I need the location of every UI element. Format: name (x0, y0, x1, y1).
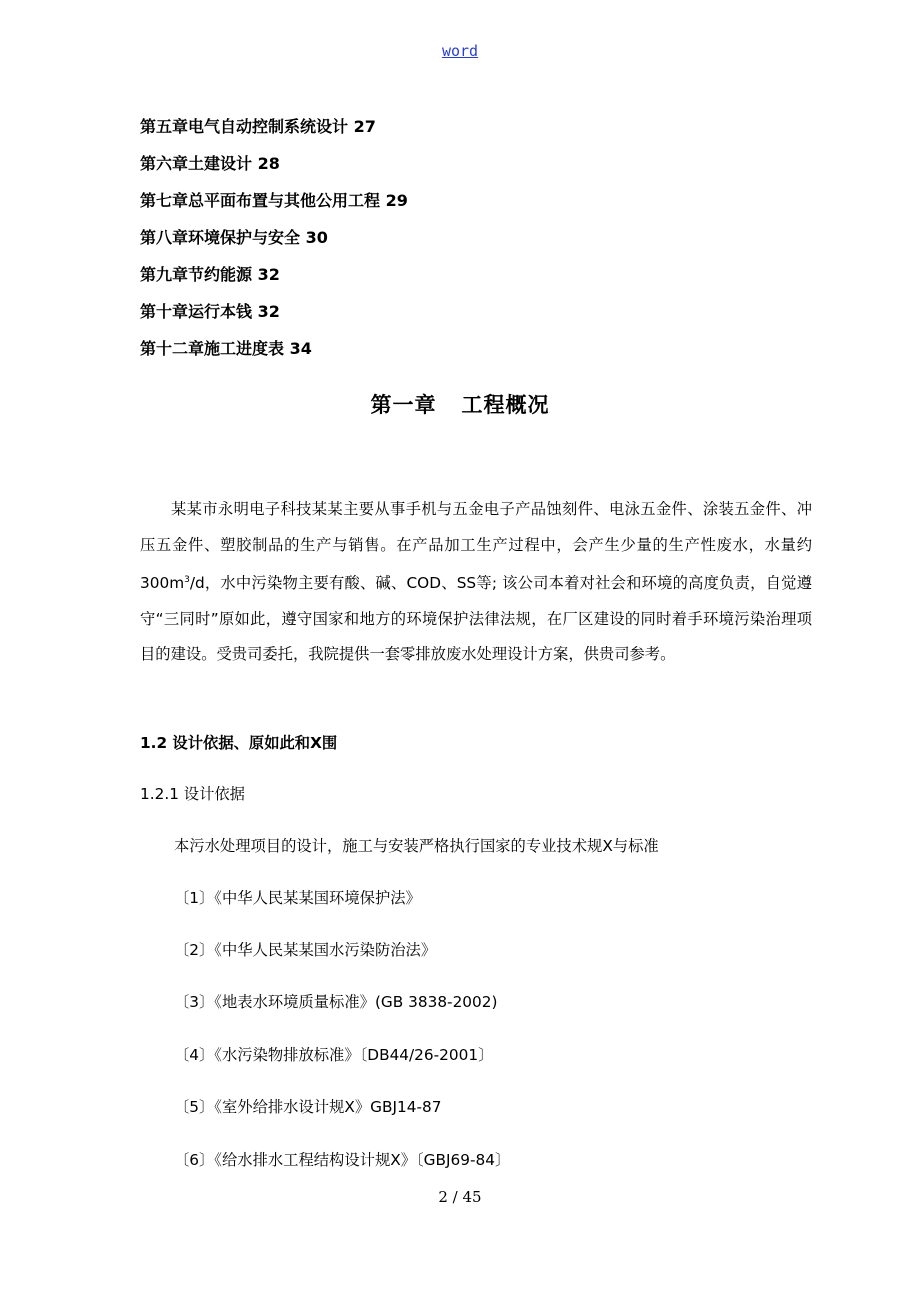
intro-superscript: 3 (184, 575, 190, 585)
toc-item-chapter-8[interactable]: 第八章环境保护与安全 30 (140, 228, 328, 247)
toc-item-chapter-7[interactable]: 第七章总平面布置与其他公用工程 29 (140, 191, 408, 210)
design-basis-statement: 本污水处理项目的设计，施工与安装严格执行国家的专业技术规X与标准 (174, 837, 659, 855)
table-of-contents (140, 115, 408, 374)
reference-item-6: 〔6〕《给水排水工程结构设计规X》〔GBJ69-84〕 (174, 1151, 511, 1169)
reference-item-2: 〔2〕《中华人民某某国水污染防治法》 (174, 941, 437, 959)
intro-paragraph (140, 492, 812, 673)
toc-item-chapter-10[interactable]: 第十章运行本钱 32 (140, 302, 280, 321)
page-number: 2 / 45 (438, 1188, 482, 1206)
reference-item-5: 〔5〕《室外给排水设计规X》GBJ14-87 (174, 1098, 442, 1116)
toc-item-chapter-5[interactable]: 第五章电气自动控制系统设计 27 (140, 117, 376, 136)
reference-item-3: 〔3〕《地表水环境质量标准》(GB 3838-2002) (174, 993, 498, 1011)
header-word-link[interactable]: word (441, 42, 479, 60)
intro-text-part-2: /d，水中污染物主要有酸、碱、COD、SS等; 该公司本着对社会和环境的高度负责，自觉遵守“三同时”原如此，遵守国家和地方的环境保护法律法规，在厂区建设的同时着手环境污染治理项目的建设。受贵司委托，我院提供一套零排放废水处理设计方案，供贵司参考。 (140, 574, 812, 663)
toc-item-chapter-9[interactable]: 第九章节约能源 32 (140, 265, 280, 284)
section-heading-1-2: 1.2 设计依据、原如此和X围 (140, 734, 338, 752)
chapter-title: 第一章 工程概况 (370, 393, 550, 417)
subsection-heading-1-2-1: 1.2.1 设计依据 (140, 785, 245, 803)
intro-text-part-1: 某某市永明电子科技某某主要从事手机与五金电子产品蚀刻件、电泳五金件、涂装五金件、冲压五金件、塑胶制品的生产与销售。在产品加工生产过程中，会产生少量的生产性废水，水量约300m (140, 500, 812, 592)
toc-item-chapter-12[interactable]: 第十二章施工进度表 34 (140, 339, 312, 358)
reference-item-4: 〔4〕《水污染物排放标准》〔DB44/26-2001〕 (174, 1046, 494, 1064)
toc-item-chapter-6[interactable]: 第六章土建设计 28 (140, 154, 280, 173)
reference-item-1: 〔1〕《中华人民某某国环境保护法》 (174, 889, 421, 907)
